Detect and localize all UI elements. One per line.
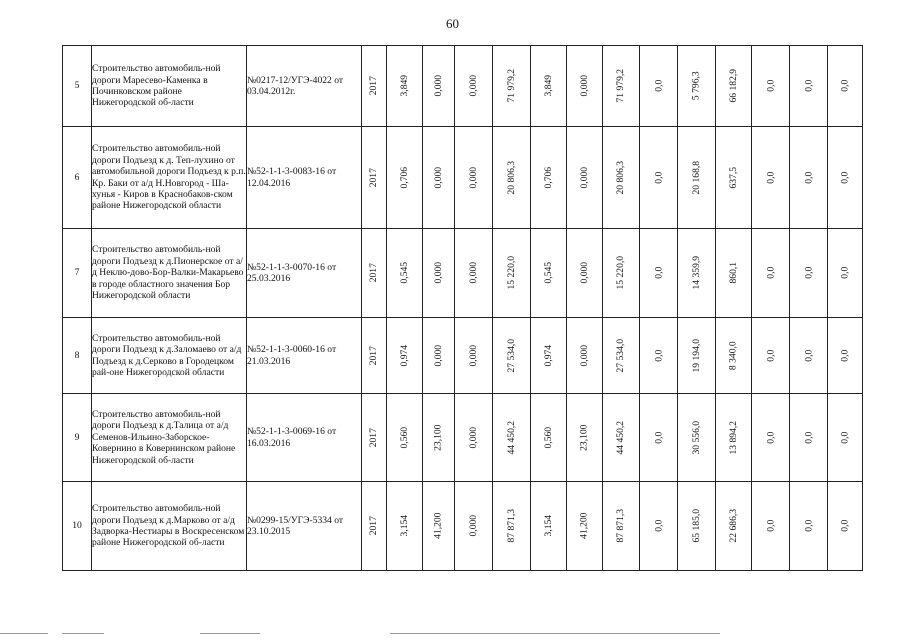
value-text: 0,000 [578, 75, 590, 97]
value-text: 0,0 [839, 267, 851, 279]
value-text: 0,0 [764, 520, 776, 532]
value-text: 0,000 [432, 166, 444, 189]
value-cell [531, 394, 567, 482]
value-cell [678, 394, 716, 482]
value-cell [828, 318, 863, 394]
value-cell [493, 318, 531, 394]
value-text: 0,0 [802, 520, 814, 532]
value-cell [752, 482, 790, 571]
row-number: 10 [63, 482, 92, 571]
value-text: 0,000 [467, 262, 479, 284]
value-text: 66 182,9 [727, 69, 739, 103]
value-cell [387, 229, 423, 318]
value-text: 0,000 [578, 166, 590, 189]
value-text: 23,100 [578, 424, 590, 451]
value-text: 0,000 [432, 75, 444, 97]
value-cell [531, 318, 567, 394]
value-text: 860,1 [727, 262, 739, 284]
value-cell [752, 46, 790, 127]
value-cell [790, 482, 828, 571]
object-name: Строительство автомобиль-ной дороги Подъезд к д.Марково от а/д Задворка-Нестиары в Воскресенском районе Нижегородской об-ласти [92, 482, 247, 571]
value-cell [752, 127, 790, 229]
value-text: 3,154 [542, 515, 554, 537]
value-text: 0,0 [764, 267, 776, 279]
value-cell [678, 127, 716, 229]
object-name: Строительство автомобиль-ной дороги Подъезд к д.Талица от а/д Семенов-Ильино-Заборское-Ковернино в Ковернинском районе Нижегородской об-ласти [92, 394, 247, 482]
object-name: Строительство автомобиль-ной дороги Подъезд к д.Заломаево от а/д Подъезд к д.Серково в Городецком рай-оне Нижегородской области [92, 318, 247, 394]
value-text: 27 534,0 [505, 338, 517, 373]
value-text: 87 871,3 [615, 509, 627, 543]
value-text: 5 796,3 [690, 71, 702, 101]
row-number: 6 [63, 127, 92, 229]
value-cell [531, 482, 567, 571]
value-cell [790, 394, 828, 482]
value-cell [828, 394, 863, 482]
value-cell [423, 127, 455, 229]
value-cell [752, 318, 790, 394]
value-text: 0,560 [542, 426, 554, 449]
value-text: 41,200 [432, 512, 444, 540]
value-cell [493, 46, 531, 127]
value-text: 13 894,2 [727, 420, 739, 455]
value-cell [423, 482, 455, 571]
value-cell [455, 46, 493, 127]
expertise-document: №0299-15/УГЭ-5334 от 23.10.2015 [247, 482, 362, 571]
value-cell [423, 46, 455, 127]
value-cell [387, 127, 423, 229]
value-cell [828, 229, 863, 318]
value-cell [716, 394, 752, 482]
scan-line [62, 633, 104, 634]
value-text: 3,154 [398, 515, 410, 537]
value-cell [640, 229, 678, 318]
value-cell [567, 394, 603, 482]
value-cell [678, 482, 716, 571]
value-cell [716, 229, 752, 318]
value-cell [531, 229, 567, 318]
value-cell [455, 127, 493, 229]
scan-line [390, 633, 720, 634]
value-cell [567, 127, 603, 229]
value-text: 19 194,0 [690, 338, 702, 373]
value-text: 637,5 [727, 166, 739, 189]
value-text: 0,000 [467, 166, 479, 189]
value-cell [603, 229, 640, 318]
value-text: 20 806,3 [505, 160, 517, 195]
value-text: 0,0 [764, 349, 776, 362]
value-text: 44 450,2 [615, 420, 627, 455]
value-text: 0,000 [578, 262, 590, 284]
page-number: 60 [446, 16, 459, 31]
value-text: 0,000 [467, 426, 479, 449]
value-cell [567, 46, 603, 127]
value-text: 0,974 [542, 344, 554, 367]
value-cell [640, 394, 678, 482]
value-cell [640, 482, 678, 571]
value-text: 0,000 [467, 515, 479, 537]
value-cell [387, 482, 423, 571]
table-row [63, 394, 863, 482]
row-number: 5 [63, 46, 92, 127]
value-cell [828, 482, 863, 571]
value-text: 2017 [368, 76, 380, 96]
value-cell [567, 482, 603, 571]
table-row [63, 127, 863, 229]
value-text: 87 871,3 [505, 509, 517, 543]
value-text: 0,0 [802, 349, 814, 362]
value-text: 0,0 [839, 171, 851, 184]
value-cell [567, 318, 603, 394]
value-text: 27 534,0 [615, 338, 627, 373]
value-cell [362, 394, 387, 482]
value-text: 30 556,0 [690, 420, 702, 455]
value-text: 2017 [368, 345, 380, 366]
value-text: 0,000 [432, 344, 444, 367]
value-text: 20 168,8 [690, 160, 702, 195]
value-text: 22 686,3 [727, 509, 739, 543]
value-cell [362, 127, 387, 229]
value-text: 0,0 [652, 80, 664, 92]
scan-line [0, 633, 48, 634]
value-cell [387, 46, 423, 127]
value-text: 0,0 [764, 80, 776, 92]
value-text: 0,560 [398, 426, 410, 449]
value-text: 71 979,2 [615, 69, 627, 103]
value-text: 0,0 [839, 520, 851, 532]
value-cell [790, 318, 828, 394]
value-cell [678, 318, 716, 394]
value-text: 2017 [368, 263, 380, 283]
value-cell [387, 394, 423, 482]
expertise-document: №52-1-1-3-0069-16 от 16.03.2016 [247, 394, 362, 482]
value-text: 23,100 [432, 424, 444, 451]
value-cell [752, 394, 790, 482]
value-text: 3,849 [398, 75, 410, 97]
expertise-document: №52-1-1-3-0083-16 от 12.04.2016 [247, 127, 362, 229]
value-cell [362, 318, 387, 394]
value-text: 0,0 [839, 431, 851, 444]
value-cell [567, 229, 603, 318]
value-cell [828, 127, 863, 229]
value-cell [423, 229, 455, 318]
object-name: Строительство автомобиль-ной дороги Подъезд к д.Пионерское от а/д Неклю-дово-Бор-Валки-Макарьево в городе областного значения Бор Нижегородской области [92, 229, 247, 318]
value-text: 0,0 [802, 80, 814, 92]
value-text: 0,706 [398, 166, 410, 189]
value-cell [678, 46, 716, 127]
value-text: 71 979,2 [505, 69, 517, 103]
value-cell [493, 229, 531, 318]
value-cell [603, 318, 640, 394]
value-text: 0,0 [802, 267, 814, 279]
value-cell [716, 482, 752, 571]
expertise-document: №0217-12/УГЭ-4022 от 03.04.2012г. [247, 46, 362, 127]
expertise-document: №52-1-1-3-0060-16 от 21.03.2016 [247, 318, 362, 394]
value-text: 0,545 [542, 262, 554, 284]
value-cell [716, 46, 752, 127]
value-text: 0,0 [652, 171, 664, 184]
value-text: 8 340,0 [727, 341, 739, 370]
value-cell [716, 127, 752, 229]
value-cell [493, 482, 531, 571]
value-cell [531, 127, 567, 229]
value-text: 0,000 [432, 262, 444, 284]
table-row [63, 229, 863, 318]
table-row [63, 46, 863, 127]
value-text: 0,000 [467, 344, 479, 367]
row-number: 7 [63, 229, 92, 318]
value-cell [362, 46, 387, 127]
table-row [63, 318, 863, 394]
scan-line [200, 633, 260, 634]
value-text: 0,545 [398, 262, 410, 284]
row-number: 8 [63, 318, 92, 394]
value-text: 0,0 [802, 171, 814, 184]
value-text: 20 806,3 [615, 160, 627, 195]
value-cell [603, 394, 640, 482]
value-cell [678, 229, 716, 318]
value-text: 0,974 [398, 344, 410, 367]
value-cell [531, 46, 567, 127]
value-cell [640, 318, 678, 394]
value-text: 44 450,2 [505, 420, 517, 455]
value-cell [828, 46, 863, 127]
value-cell [790, 46, 828, 127]
value-cell [493, 127, 531, 229]
object-name: Строительство автомобиль-ной дороги Маресево-Каменка в Починковском районе Нижегородской об-ласти [92, 46, 247, 127]
value-cell [790, 229, 828, 318]
object-name: Строительство автомобиль-ной дороги Подъезд к д. Теп-лухино от автомобильной дороги Подъезд к р.п. Кр. Баки от а/д Н.Новгород - Ша-хунья - Киров в Краснобаков-ском районе Нижегородской области [92, 127, 247, 229]
value-cell [362, 229, 387, 318]
value-text: 2017 [368, 516, 380, 536]
value-text: 0,0 [652, 267, 664, 279]
value-cell [455, 229, 493, 318]
value-cell [603, 482, 640, 571]
value-text: 0,000 [467, 75, 479, 97]
value-text: 0,0 [839, 80, 851, 92]
value-text: 15 220,0 [505, 256, 517, 290]
value-text: 15 220,0 [615, 256, 627, 290]
value-cell [455, 394, 493, 482]
value-text: 14 359,9 [690, 256, 702, 290]
value-cell [455, 482, 493, 571]
value-cell [423, 318, 455, 394]
value-text: 0,0 [839, 349, 851, 362]
value-cell [603, 127, 640, 229]
value-cell [640, 46, 678, 127]
value-cell [387, 318, 423, 394]
value-text: 0,0 [764, 171, 776, 184]
value-cell [423, 394, 455, 482]
value-text: 0,706 [542, 166, 554, 189]
row-number: 9 [63, 394, 92, 482]
value-cell [640, 127, 678, 229]
value-text: 0,0 [802, 431, 814, 444]
value-text: 0,0 [652, 431, 664, 444]
table-row [63, 482, 863, 571]
value-text: 0,000 [578, 344, 590, 367]
value-text: 65 185,0 [690, 509, 702, 543]
value-text: 0,0 [764, 431, 776, 444]
expertise-document: №52-1-1-3-0070-16 от 25.03.2016 [247, 229, 362, 318]
value-text: 0,0 [652, 349, 664, 362]
value-cell [362, 482, 387, 571]
value-text: 3,849 [542, 75, 554, 97]
value-cell [493, 394, 531, 482]
value-cell [455, 318, 493, 394]
value-cell [790, 127, 828, 229]
value-text: 2017 [368, 167, 380, 188]
value-text: 2017 [368, 427, 380, 448]
value-text: 41,200 [578, 512, 590, 540]
value-cell [603, 46, 640, 127]
value-cell [752, 229, 790, 318]
value-text: 0,0 [652, 520, 664, 532]
value-cell [716, 318, 752, 394]
road-construction-table [62, 45, 863, 571]
